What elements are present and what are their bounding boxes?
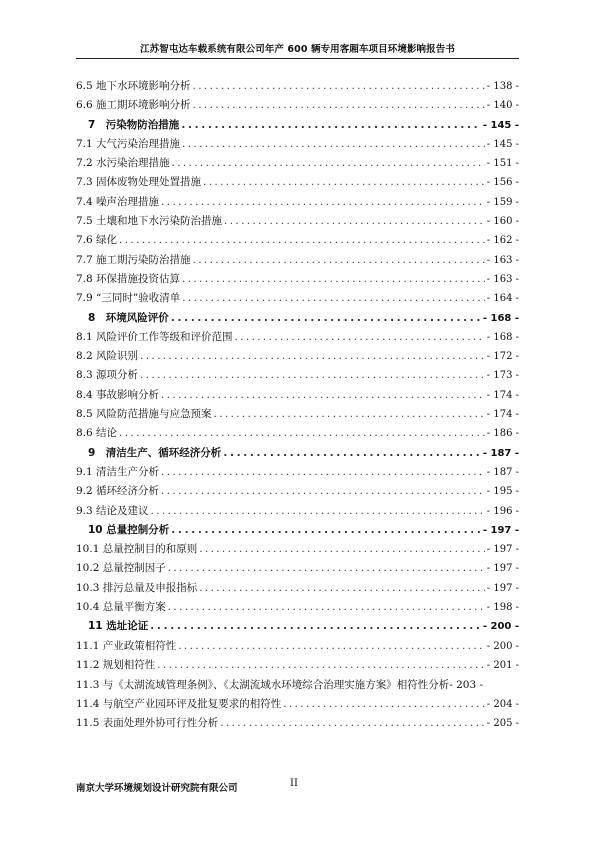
toc-entry[interactable]	[76, 599, 519, 618]
toc-entry-label: 7.4 噪声治理措施	[76, 195, 160, 208]
toc-leader-dots	[199, 582, 485, 594]
toc-entry-label: 9.1 清洁生产分析	[76, 465, 160, 478]
toc-entry[interactable]	[76, 232, 519, 251]
toc-entry-label: 11.1 产业政策相符性	[76, 639, 177, 652]
toc-leader-dots	[168, 601, 485, 613]
toc-entry[interactable]	[76, 78, 519, 97]
toc-entry-page: - 197 -	[482, 524, 519, 536]
toc-entry-label: 11.3 与《太湖流域管理条例》、《太湖流域水环境综合治理实施方案》相符性分析- 203 -	[76, 679, 484, 692]
toc-chapter-entry[interactable]	[76, 310, 519, 329]
toc-entry[interactable]	[76, 638, 519, 657]
toc-entry-label: 10.2 总量控制因子	[76, 562, 166, 575]
toc-entry-label: 10.3 排污总量及申报指标	[76, 581, 198, 594]
toc-leader-dots	[150, 620, 481, 632]
toc-leader-dots	[182, 292, 485, 304]
toc-entry-page: - 159 -	[486, 196, 519, 208]
toc-entry-label: 7.1 大气污染治理措施	[76, 137, 181, 150]
toc-entry[interactable]	[76, 676, 519, 695]
toc-leader-dots	[203, 176, 485, 188]
toc-entry-page: - 151 -	[486, 158, 519, 170]
toc-entry-page: - 205 -	[486, 717, 519, 729]
toc-leader-dots	[193, 99, 485, 111]
page-number: II	[290, 778, 298, 789]
toc-entry-page: - 164 -	[486, 293, 519, 305]
toc-entry-label: 6.5 地下水环境影响分析	[76, 80, 191, 92]
toc-entry[interactable]	[76, 715, 519, 734]
toc-entry[interactable]	[76, 483, 519, 502]
toc-entry-label: 11.4 与航空产业园环评及批复要求的相符性	[76, 697, 282, 710]
toc-entry[interactable]	[76, 155, 519, 174]
toc-entry-label: 11 选址论证	[88, 620, 149, 633]
toc-chapter-entry[interactable]	[76, 117, 519, 136]
toc-entry[interactable]	[76, 271, 519, 290]
toc-entry-page: - 140 -	[486, 100, 519, 112]
toc-entry-label: 8 环境风险评价	[88, 311, 169, 324]
toc-entry-page: - 168 -	[486, 331, 519, 343]
toc-leader-dots	[168, 562, 485, 574]
toc-entry-page: - 156 -	[486, 177, 519, 189]
toc-leader-dots	[220, 717, 485, 729]
toc-entry[interactable]	[76, 425, 519, 444]
toc-leader-dots	[157, 659, 485, 671]
toc-entry[interactable]	[76, 329, 519, 348]
toc-entry-page: - 145 -	[486, 138, 519, 150]
toc-entry-page: - 162 -	[486, 235, 519, 247]
toc-entry[interactable]	[76, 657, 519, 676]
toc-entry-page: - 187 -	[486, 466, 519, 478]
toc-leader-dots	[182, 273, 485, 285]
toc-entry[interactable]	[76, 406, 519, 425]
toc-leader-dots	[172, 157, 485, 169]
toc-entry-label: 9.3 结论及建议	[76, 504, 149, 517]
toc-entry-label: 7 污染物防治措施	[88, 118, 180, 131]
toc-entry-label: 11.5 表面处理外协可行性分析	[76, 716, 219, 729]
toc-leader-dots	[283, 698, 485, 710]
toc-entry[interactable]	[76, 174, 519, 193]
toc-entry[interactable]	[76, 503, 519, 522]
toc-entry-label: 7.7 施工期污染防治措施	[76, 253, 191, 266]
toc-leader-dots	[193, 254, 485, 266]
toc-entry-label: 7.2 水污染治理措施	[76, 157, 170, 170]
toc-entry[interactable]	[76, 136, 519, 155]
toc-entry-page: - 163 -	[486, 273, 519, 285]
toc-entry-page: - 200 -	[482, 621, 519, 633]
toc-leader-dots	[214, 408, 485, 420]
toc-entry-page: - 163 -	[486, 254, 519, 266]
toc-entry[interactable]	[76, 213, 519, 232]
table-of-contents	[76, 78, 519, 734]
toc-entry-label: 8.2 风险识别	[76, 350, 139, 363]
toc-entry[interactable]	[76, 387, 519, 406]
toc-entry-label: 7.8 环保措施投资估算	[76, 272, 181, 285]
toc-leader-dots	[224, 215, 485, 227]
toc-entry-label: 8.5 风险防范措施与应急预案	[76, 408, 212, 421]
toc-entry-page: - 187 -	[482, 447, 519, 459]
toc-entry[interactable]	[76, 348, 519, 367]
toc-entry-page: - 160 -	[486, 216, 519, 228]
toc-entry-page: - 197 -	[486, 563, 519, 575]
toc-entry[interactable]	[76, 696, 519, 715]
toc-entry[interactable]	[76, 290, 519, 309]
toc-leader-dots	[171, 524, 481, 536]
toc-entry[interactable]	[76, 560, 519, 579]
toc-entry-label: 8.3 源项分析	[76, 369, 139, 382]
toc-entry-page: - 200 -	[486, 640, 519, 652]
toc-leader-dots	[140, 350, 485, 362]
toc-entry-label: 9 清洁生产、循环经济分析	[88, 446, 222, 459]
toc-entry-page: - 197 -	[486, 582, 519, 594]
toc-entry-label: 8.4 事故影响分析	[76, 388, 160, 401]
footer-organization: 南京大学环境规划设计研究院有限公司	[76, 783, 238, 794]
toc-leader-dots	[182, 138, 485, 150]
toc-entry-label: 10.1 总量控制目的和原则	[76, 543, 198, 556]
header-divider	[76, 58, 519, 59]
toc-entry-label: 7.3 固体废物处理处置措施	[76, 176, 202, 189]
toc-leader-dots	[161, 466, 485, 478]
toc-entry-page: - 174 -	[486, 409, 519, 421]
toc-entry-label: 10.4 总量平衡方案	[76, 601, 166, 614]
toc-entry-page: - 138 -	[486, 81, 519, 92]
toc-entry-page: - 145 -	[482, 119, 519, 131]
toc-entry-page: - 186 -	[486, 428, 519, 440]
page-header: 江苏智屯达车载系统有限公司年产 600 辆专用客厢车项目环境影响报告书	[140, 44, 455, 55]
toc-entry-label: 8.1 风险评价工作等级和评价范围	[76, 330, 233, 343]
toc-leader-dots	[181, 119, 481, 131]
toc-chapter-entry[interactable]	[76, 522, 519, 541]
toc-entry[interactable]	[76, 367, 519, 386]
toc-entry[interactable]	[76, 252, 519, 271]
toc-entry-label: 6.6 施工期环境影响分析	[76, 99, 191, 112]
toc-leader-dots	[140, 369, 485, 381]
toc-leader-dots	[171, 312, 481, 324]
toc-leader-dots	[178, 640, 485, 652]
toc-leader-dots	[119, 427, 485, 439]
toc-entry[interactable]	[76, 97, 519, 116]
toc-leader-dots	[193, 80, 485, 92]
toc-entry-page: - 168 -	[482, 312, 519, 324]
toc-entry-label: 8.6 结论	[76, 427, 118, 440]
toc-leader-dots	[235, 331, 485, 343]
toc-leader-dots	[223, 447, 481, 459]
toc-entry-label: 7.5 土壤和地下水污染防治措施	[76, 215, 223, 228]
toc-entry-page: - 196 -	[486, 505, 519, 517]
toc-entry-page: - 173 -	[486, 370, 519, 382]
toc-entry-page: - 174 -	[486, 389, 519, 401]
toc-entry[interactable]	[76, 541, 519, 560]
toc-leader-dots	[161, 389, 485, 401]
toc-entry[interactable]	[76, 194, 519, 213]
toc-entry[interactable]	[76, 464, 519, 483]
toc-leader-dots	[161, 485, 485, 497]
toc-entry-label: 9.2 循环经济分析	[76, 485, 160, 498]
toc-chapter-entry[interactable]	[76, 618, 519, 637]
toc-entry-page: - 195 -	[486, 486, 519, 498]
toc-entry-page: - 197 -	[486, 544, 519, 556]
toc-leader-dots	[119, 234, 485, 246]
toc-entry-label: 7.6 绿化	[76, 234, 118, 247]
toc-entry[interactable]	[76, 580, 519, 599]
toc-leader-dots	[199, 543, 485, 555]
toc-entry-page: - 201 -	[486, 659, 519, 671]
toc-leader-dots	[161, 196, 485, 208]
toc-entry-label: 11.2 规划相符性	[76, 658, 156, 671]
toc-entry-page: - 204 -	[486, 698, 519, 710]
toc-chapter-entry[interactable]	[76, 445, 519, 464]
toc-entry-label: 10 总量控制分析	[88, 523, 170, 536]
toc-entry-label: 7.9 “三同时”验收清单	[76, 292, 181, 305]
toc-entry-page: - 198 -	[486, 602, 519, 614]
toc-leader-dots	[151, 505, 485, 517]
toc-entry-page: - 172 -	[486, 351, 519, 363]
